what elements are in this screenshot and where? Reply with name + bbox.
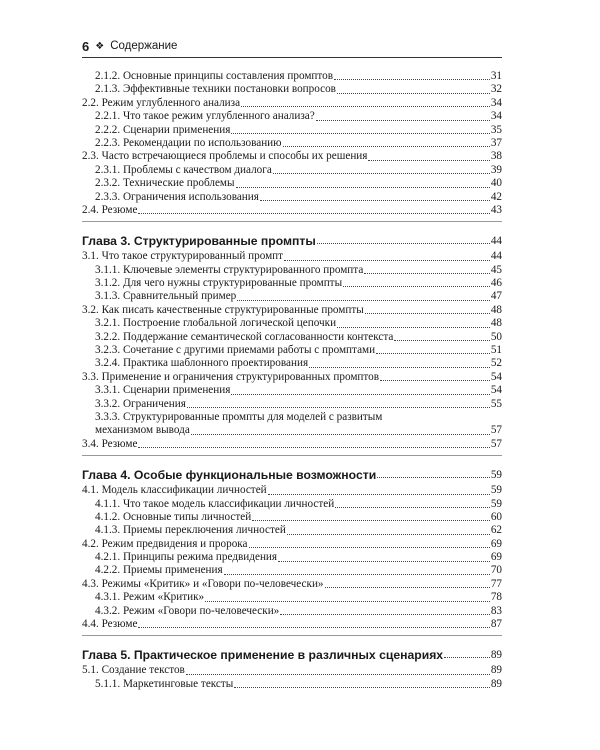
- leader-dots: [237, 300, 490, 301]
- chapter-divider: [82, 221, 502, 222]
- entry-title: 3.2. Как писать качественные структурированные промпты: [82, 303, 364, 316]
- toc-entry[interactable]: [82, 398, 502, 411]
- chapter-divider: [82, 455, 502, 456]
- leader-dots: [138, 447, 489, 448]
- toc-entry[interactable]: [82, 70, 502, 83]
- leader-dots: [260, 200, 490, 201]
- leader-dots: [337, 93, 490, 94]
- toc-entry[interactable]: [82, 591, 502, 604]
- page-ref: 55: [490, 397, 502, 410]
- chapter-title: Глава 4. Особые функциональные возможности: [82, 467, 377, 482]
- leader-dots: [380, 380, 490, 381]
- page-ref: 59: [490, 484, 502, 497]
- entry-title: 4.4. Резюме: [82, 618, 138, 631]
- leader-dots: [234, 687, 490, 688]
- leader-dots: [287, 534, 490, 535]
- entry-title: 3.2.1. Построение глобальной логической цепочки: [95, 317, 337, 330]
- entry-title: 2.1.3. Эффективные техники постановки вопросов: [95, 83, 336, 96]
- page-ref: 54: [490, 384, 502, 397]
- toc-entry[interactable]: [82, 438, 502, 451]
- toc-entry[interactable]: [82, 290, 502, 303]
- page-ref: 50: [490, 330, 502, 343]
- running-header: [82, 38, 502, 58]
- toc-entry[interactable]: [82, 204, 502, 217]
- entry-title: 3.1. Что такое структурированный промпт: [82, 250, 284, 263]
- toc-entry[interactable]: [82, 384, 502, 397]
- page-ref: 57: [490, 424, 502, 437]
- toc-entry[interactable]: [82, 605, 502, 618]
- page-ref: 44: [490, 250, 502, 263]
- toc-entry[interactable]: [82, 498, 502, 511]
- leader-dots: [309, 367, 490, 368]
- toc-entry[interactable]: [82, 551, 502, 564]
- leader-dots: [376, 353, 490, 354]
- entry-title: 3.4. Резюме: [82, 437, 138, 450]
- page-ref: 45: [490, 263, 502, 276]
- toc-entry[interactable]: [82, 317, 502, 330]
- entry-title: 3.2.3. Сочетание с другими приемами работы с промптами: [95, 344, 376, 357]
- entry-title: 3.3. Применение и ограничения структурированных промптов: [82, 370, 380, 383]
- chapter-title: Глава 5. Практическое применение в различных сценариях: [82, 648, 444, 663]
- page-ref: 34: [490, 110, 502, 123]
- leader-dots: [317, 243, 490, 244]
- leader-dots: [138, 213, 489, 214]
- entry-title: 5.1.1. Маркетинговые тексты: [95, 677, 234, 690]
- entry-title: 4.1.3. Приемы переключения личностей: [95, 524, 286, 537]
- leader-dots: [231, 133, 489, 134]
- page-ref: 34: [490, 96, 502, 109]
- entry-title: 4.2.1. Принципы режима предвидения: [95, 551, 278, 564]
- toc-entry[interactable]: [82, 565, 502, 578]
- page-number: 6: [82, 38, 90, 54]
- page-ref: 38: [490, 150, 502, 163]
- entry-title: 4.3.2. Режим «Говори по-человечески»: [95, 604, 280, 617]
- page-ref: 51: [490, 344, 502, 357]
- page-ref: 32: [490, 83, 502, 96]
- page-ref: 48: [490, 303, 502, 316]
- page-ref: 69: [490, 551, 502, 564]
- page-ref: 89: [490, 649, 502, 662]
- toc-entry[interactable]: [82, 344, 502, 357]
- leader-dots: [186, 674, 490, 675]
- page-ref: 35: [490, 123, 502, 136]
- leader-dots: [444, 657, 490, 658]
- page-ref: 78: [490, 591, 502, 604]
- section-title: Содержание: [110, 40, 178, 52]
- leader-dots: [231, 394, 489, 395]
- page-ref: 39: [490, 163, 502, 176]
- page-ref: 44: [490, 234, 502, 247]
- page-ref: 31: [490, 69, 502, 82]
- leader-dots: [249, 547, 490, 548]
- leader-dots: [191, 434, 490, 435]
- toc-entry[interactable]: [82, 664, 502, 677]
- entry-title: 2.3.1. Проблемы с качеством диалога: [95, 163, 272, 176]
- toc-entry[interactable]: [82, 357, 502, 370]
- page-ref: 40: [490, 177, 502, 190]
- leader-dots: [335, 507, 490, 508]
- page-ref: 89: [490, 677, 502, 690]
- toc-entry[interactable]: [82, 150, 502, 163]
- entry-title: 3.1.3. Сравнительный пример: [95, 290, 237, 303]
- entry-title: 2.3. Часто встречающиеся проблемы и способы их решения: [82, 150, 368, 163]
- entry-title: 5.1. Создание текстов: [82, 664, 185, 677]
- toc-entry[interactable]: [82, 578, 502, 591]
- leader-dots: [236, 187, 490, 188]
- leader-dots: [138, 627, 489, 628]
- leader-dots: [365, 313, 490, 314]
- toc-chapter[interactable]: [82, 466, 502, 482]
- entry-title: 3.1.2. Для чего нужны структурированные промпты: [95, 277, 343, 290]
- leader-dots: [325, 587, 490, 588]
- toc-entry[interactable]: [82, 524, 502, 537]
- entry-title: 4.1. Модель классификации личностей: [82, 484, 267, 497]
- page-ref: 37: [490, 136, 502, 149]
- entry-title: 4.2.2. Приемы применения: [95, 564, 223, 577]
- page-ref: 87: [490, 618, 502, 631]
- page-ref: 59: [490, 468, 502, 481]
- leader-dots: [283, 146, 490, 147]
- entry-title: 4.3. Режимы «Критик» и «Говори по-человечески»: [82, 577, 324, 590]
- entry-title: 2.3.2. Технические проблемы: [95, 177, 235, 190]
- leader-dots: [364, 273, 490, 274]
- leader-dots: [334, 79, 490, 80]
- toc-entry[interactable]: [82, 678, 502, 691]
- toc-entry[interactable]: [82, 177, 502, 190]
- entry-title: 4.2. Режим предвидения и пророка: [82, 537, 248, 550]
- chapter-divider: [82, 635, 502, 636]
- page-ref: 62: [490, 524, 502, 537]
- entry-title: 3.2.2. Поддержание семантической согласованности контекста: [95, 330, 394, 343]
- leader-dots: [205, 601, 490, 602]
- page-ref: 47: [490, 290, 502, 303]
- entry-title: 2.1.2. Основные принципы составления промптов: [95, 69, 334, 82]
- entry-title: 2.3.3. Ограничения использования: [95, 190, 259, 203]
- page-ref: 77: [490, 577, 502, 590]
- leader-dots: [394, 340, 489, 341]
- page-ref: 54: [490, 370, 502, 383]
- page-ref: 46: [490, 277, 502, 290]
- toc-entry[interactable]: [82, 331, 502, 344]
- toc-entry[interactable]: [82, 137, 502, 150]
- toc-entry[interactable]: [82, 97, 502, 110]
- toc-entry[interactable]: [82, 164, 502, 177]
- toc-entry[interactable]: [82, 484, 502, 497]
- leader-dots: [187, 407, 490, 408]
- page-ref: 60: [490, 510, 502, 523]
- entry-title: 3.3.1. Сценарии применения: [95, 384, 231, 397]
- leader-dots: [316, 120, 490, 121]
- entry-title: 2.2.2. Сценарии применения: [95, 123, 231, 136]
- toc-entry[interactable]: [82, 83, 502, 96]
- leader-dots: [280, 614, 490, 615]
- page-ref: 69: [490, 537, 502, 550]
- toc-entry[interactable]: [82, 124, 502, 137]
- toc-entry[interactable]: [82, 264, 502, 277]
- toc-entry[interactable]: [82, 411, 502, 438]
- entry-title: 3.3.3. Структурированные промпты для моделей с развитым: [95, 410, 383, 423]
- toc-chapter[interactable]: [82, 232, 502, 248]
- toc-entry[interactable]: [82, 371, 502, 384]
- leader-dots: [284, 260, 490, 261]
- leader-dots: [273, 173, 490, 174]
- page-ref: 52: [490, 357, 502, 370]
- page-ref: 57: [490, 437, 502, 450]
- leader-dots: [224, 574, 490, 575]
- entry-title: 2.2.1. Что такое режим углубленного анализа?: [95, 110, 315, 123]
- page-ref: 43: [490, 203, 502, 216]
- leader-dots: [241, 106, 490, 107]
- entry-title: 2.2.3. Рекомендации по использованию: [95, 136, 282, 149]
- table-of-contents: [82, 70, 502, 691]
- toc-entry[interactable]: [82, 250, 502, 263]
- entry-title: 2.2. Режим углубленного анализа: [82, 96, 241, 109]
- leader-dots: [337, 327, 490, 328]
- toc-entry[interactable]: [82, 191, 502, 204]
- chapter-title: Глава 3. Структурированные промпты: [82, 233, 316, 248]
- entry-title: 4.1.1. Что такое модель классификации личностей: [95, 497, 335, 510]
- leader-dots: [377, 477, 490, 478]
- page-ref: 48: [490, 317, 502, 330]
- entry-title: 3.2.4. Практика шаблонного проектирования: [95, 357, 309, 370]
- toc-entry[interactable]: [82, 277, 502, 290]
- leader-dots: [368, 160, 489, 161]
- leader-dots: [343, 286, 490, 287]
- ornament-icon: ❖: [95, 40, 105, 52]
- toc-entry[interactable]: [82, 511, 502, 524]
- page-ref: 89: [490, 664, 502, 677]
- page-ref: 70: [490, 564, 502, 577]
- page-ref: 83: [490, 604, 502, 617]
- entry-title: 3.1.1. Ключевые элементы структурированного промпта: [95, 263, 364, 276]
- entry-title: 2.4. Резюме: [82, 203, 138, 216]
- toc-entry[interactable]: [82, 110, 502, 123]
- leader-dots: [278, 561, 490, 562]
- page-ref: 42: [490, 190, 502, 203]
- toc-entry[interactable]: [82, 618, 502, 631]
- entry-title: 3.3.2. Ограничения: [95, 397, 186, 410]
- toc-entry[interactable]: [82, 538, 502, 551]
- page-ref: 59: [490, 497, 502, 510]
- entry-title-continued: механизмом вывода: [95, 424, 190, 437]
- toc-entry[interactable]: [82, 304, 502, 317]
- toc-chapter[interactable]: [82, 646, 502, 662]
- leader-dots: [252, 520, 490, 521]
- entry-title: 4.1.2. Основные типы личностей: [95, 510, 252, 523]
- entry-title: 4.3.1. Режим «Критик»: [95, 591, 205, 604]
- leader-dots: [268, 494, 490, 495]
